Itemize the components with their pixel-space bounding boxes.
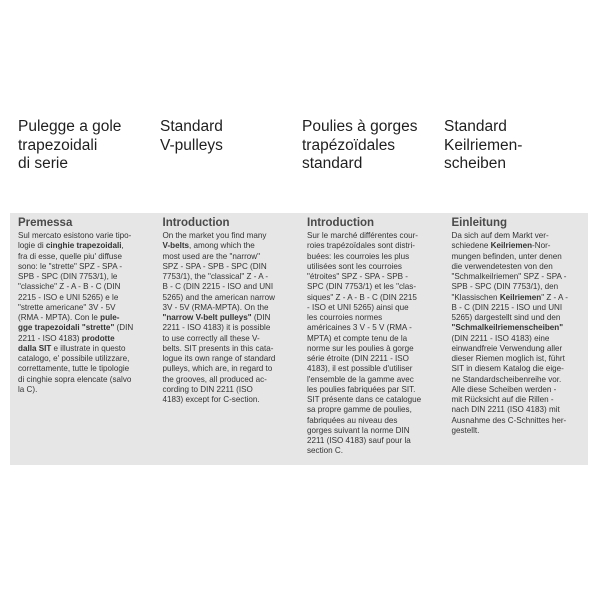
text-line: sono: le "strette" SPZ - SPA -	[18, 261, 123, 271]
text-line: (RMA - MPTA). Con le pule-	[18, 313, 120, 322]
title-line: Pulegge a gole	[18, 118, 122, 135]
text-line: 2211 - ISO 4183) prodotte	[18, 333, 115, 343]
title-german	[442, 118, 584, 174]
text-line: siques" Z - A - B - C (DIN 2215	[307, 292, 417, 302]
title-line: Keilriemen-	[444, 136, 523, 154]
text-line: 2211 (ISO 4183) sauf pour la	[307, 436, 411, 445]
text-line: sa propre gamme de poulies,	[307, 405, 412, 415]
intro-column-german	[444, 213, 589, 465]
text-line: SPB - SPC (DIN 7753/1), le	[18, 272, 118, 281]
text-line: Sur le marché différentes cour-	[307, 231, 418, 240]
intro-band	[10, 213, 588, 465]
text-line: "classiche" Z - A - B - C (DIN	[18, 282, 121, 292]
section-heading: Introduction	[162, 217, 230, 229]
text-line: belts. SIT presents in this cata-	[162, 343, 274, 353]
text-line: 3V - 5V (RMA-MPTA). On the	[162, 302, 269, 312]
text-line: catalogo, e' possibile utilizzare,	[18, 354, 130, 363]
text-line: die verwendetesten von den	[451, 261, 553, 271]
text-line: la C).	[18, 384, 38, 394]
text-line: SIT in diesem Katalog die eige-	[451, 364, 564, 374]
text-line: Da sich auf dem Markt ver-	[451, 231, 549, 240]
title-line: standard	[302, 155, 363, 172]
text-line: schiedene Keilriemen-Nor-	[451, 241, 551, 251]
text-line: 2211 - ISO 4183) it is possible	[162, 323, 271, 333]
title-italian	[16, 118, 158, 174]
text-line: fabriquées au niveau des	[307, 415, 398, 425]
text-line: V-belts, among which the	[162, 241, 255, 251]
text-line: "étroites" SPZ - SPA - SPB -	[307, 272, 408, 281]
text-line: 2215 - ISO e UNI 5265) e le	[18, 292, 119, 302]
text-line: B - C (DIN 2215 - ISO and UNI	[162, 282, 274, 292]
text-line: fra di esse, quelle piu' diffuse	[18, 251, 122, 261]
text-line: dalla SIT e illustrate in questo	[18, 343, 126, 353]
text-line: l'ensemble de la gamme avec	[307, 374, 414, 384]
text-line: SPZ - SPA - SPB - SPC (DIN	[162, 261, 267, 271]
section-heading: Introduction	[307, 217, 375, 229]
text-line: norme sur les poulies à gorge	[307, 343, 414, 353]
text-line: MPTA) et compte tenu de la	[307, 333, 408, 343]
title-english	[158, 118, 300, 174]
text-line: - ISO et UNI 5265) ainsi que	[307, 302, 409, 312]
text-line: "Schmalkeilriemenscheiben"	[451, 323, 564, 333]
text-line: nach DIN 2211 (ISO 4183) mit	[451, 405, 560, 415]
text-line: buées: les courroies les plus	[307, 251, 410, 261]
text-line: mit Rücksicht auf die Rillen -	[451, 395, 554, 404]
text-line: pulleys, which are, in regard to	[162, 364, 273, 374]
intro-column-english	[155, 213, 300, 465]
text-line: 4183), il est possible d'utiliser	[307, 364, 413, 374]
text-line: les courroies normes	[307, 313, 383, 322]
text-line: SIT présente dans ce catalogue	[307, 395, 422, 404]
title-line: trapézoïdales	[302, 136, 396, 154]
text-line: gorges suivant la norme DIN	[307, 425, 410, 435]
title-line: di serie	[18, 155, 68, 172]
title-line: trapezoidali	[18, 136, 98, 154]
text-line: to use correctly all these V-	[162, 333, 260, 343]
text-line: ne Standardscheibenreihe vor.	[451, 374, 562, 384]
title-line: V-pulleys	[160, 136, 223, 154]
section-heading: Einleitung	[451, 217, 508, 229]
intro-text	[163, 231, 294, 405]
intro-text	[452, 231, 583, 436]
column-titles	[16, 118, 586, 174]
text-line: Sul mercato esistono varie tipo-	[18, 231, 132, 240]
title-line: Poulies à gorges	[302, 118, 418, 135]
text-line: gge trapezoidali "strette" (DIN	[18, 323, 134, 333]
section-heading: Premessa	[18, 217, 73, 229]
text-line: dieser Riemen moglich ist, führt	[451, 354, 565, 363]
text-line: "Klassischen Keilriemen" Z - A -	[451, 292, 568, 302]
text-line: (DIN 2211 - ISO 4183) eine	[451, 333, 550, 343]
text-line: 5265) and the american narrow	[162, 292, 275, 302]
intro-column-italian	[10, 213, 155, 465]
title-line: Standard	[444, 118, 507, 135]
text-line: série étroite (DIN 2211 - ISO	[307, 354, 409, 363]
text-line: 4183) except for C-section.	[162, 395, 260, 404]
text-line: cording to DIN 2211 (ISO	[162, 384, 253, 394]
title-french	[300, 118, 442, 174]
text-line: On the market you find many	[162, 231, 267, 240]
intro-column-french	[299, 213, 444, 465]
text-line: "Schmalkeilriemen" SPZ - SPA -	[451, 272, 567, 281]
text-line: Ausnahme des C-Schnittes her-	[451, 415, 567, 425]
text-line: américaines 3 V - 5 V (RMA -	[307, 323, 412, 333]
intro-text	[18, 231, 149, 395]
title-line: Standard	[160, 118, 223, 135]
text-line: the grooves, all produced ac-	[162, 374, 267, 384]
text-line: B - C (DIN 2215 - ISO und UNI	[451, 302, 563, 312]
text-line: 5265) dargestellt sind und den	[451, 313, 561, 322]
text-line: logue its own range of standard	[162, 354, 276, 363]
text-line: section C.	[307, 446, 343, 456]
text-line: roies trapézoïdales sont distri-	[307, 241, 415, 251]
text-line: gestellt.	[451, 425, 480, 435]
text-line: SPB - SPC (DIN 7753/1), den	[451, 282, 559, 292]
text-line: 7753/1), the "classical" Z - A -	[162, 272, 269, 281]
text-line: SPC (DIN 7753/1) et les "clas-	[307, 282, 417, 292]
text-line: "narrow V-belt pulleys" (DIN	[162, 313, 271, 322]
text-line: most used are the "narrow"	[162, 251, 261, 261]
text-line: "strette americane" 3V - 5V	[18, 302, 116, 312]
text-line: correttamente, tutte le tipologie	[18, 364, 130, 374]
text-line: einwandfreie Verwendung aller	[451, 343, 563, 353]
text-line: Alle diese Scheiben werden -	[451, 384, 557, 394]
text-line: utilisées sont les courroies	[307, 261, 402, 271]
intro-text	[307, 231, 438, 457]
title-line: scheiben	[444, 155, 507, 172]
text-line: di cinghie sopra elencate (salvo	[18, 374, 132, 384]
text-line: les poulies fabriquées par SIT.	[307, 384, 416, 394]
text-line: logie di cinghie trapezoidali,	[18, 241, 124, 251]
text-line: mungen befinden, unter denen	[451, 251, 562, 261]
